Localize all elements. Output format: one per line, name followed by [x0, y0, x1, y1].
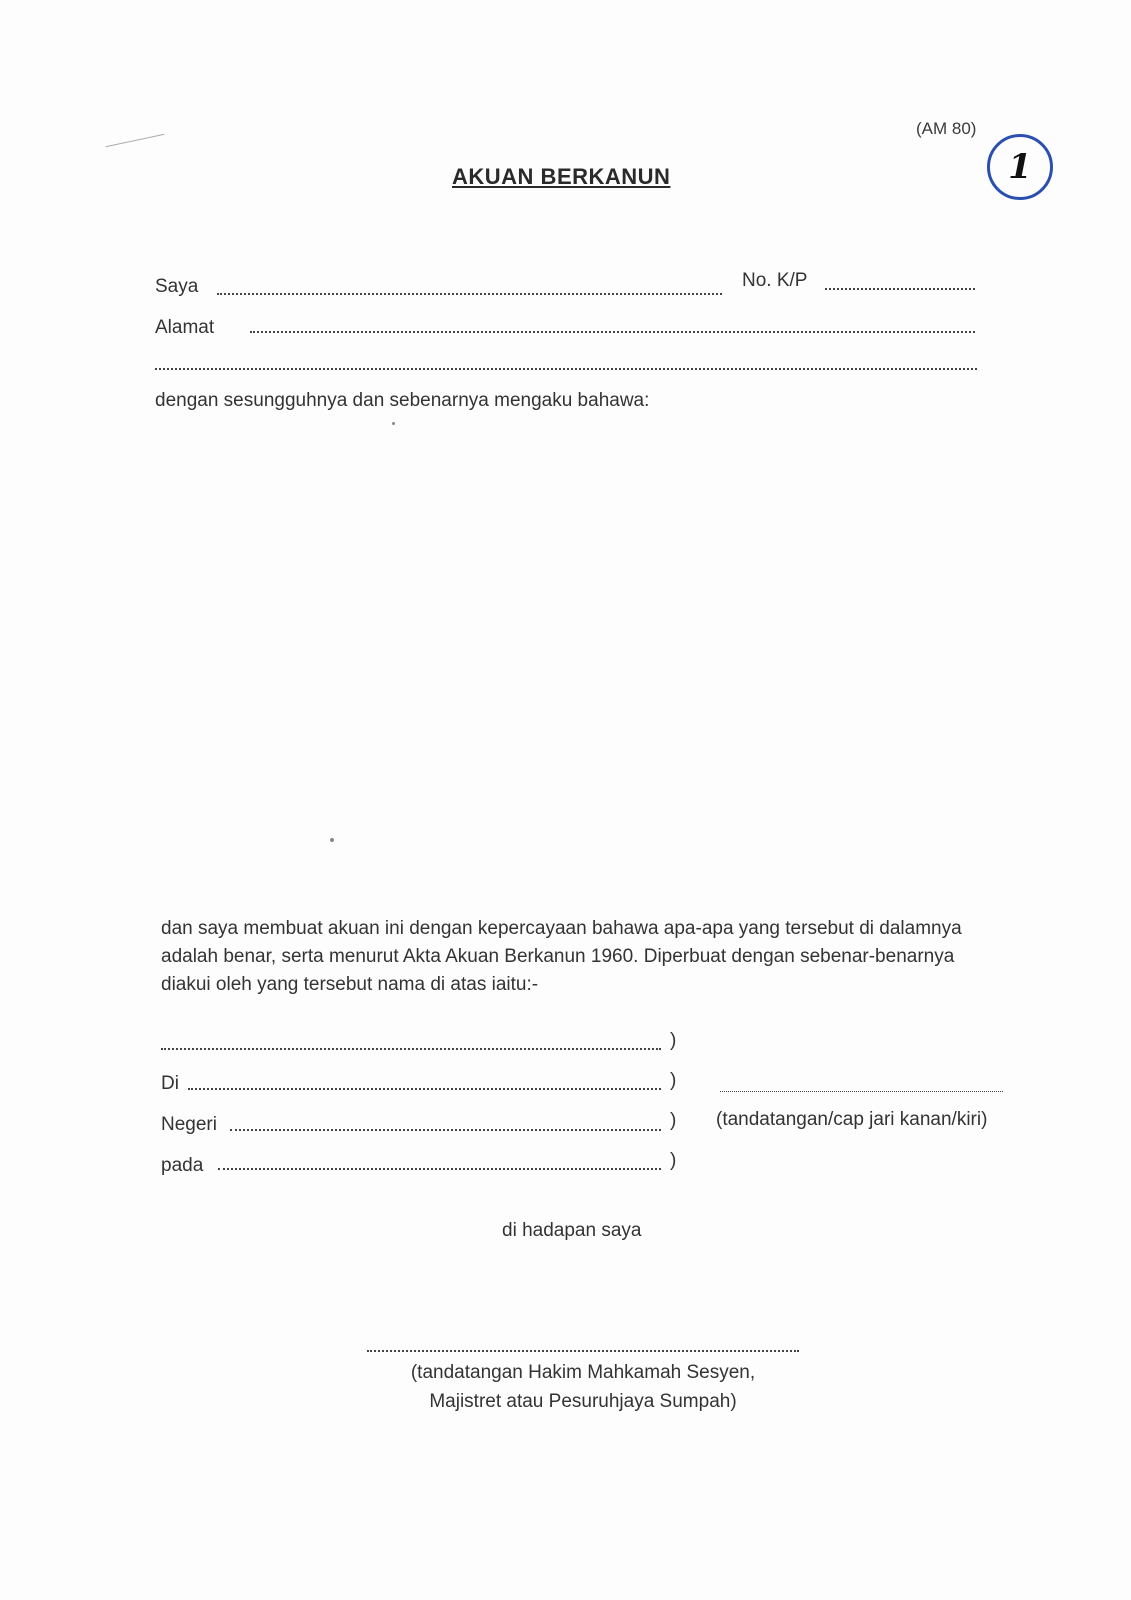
attestation-name-field[interactable]: [161, 1048, 661, 1050]
date-field[interactable]: [218, 1168, 661, 1170]
scan-speck: [392, 422, 395, 425]
at-field[interactable]: [188, 1088, 661, 1090]
at-label: Di: [161, 1073, 179, 1094]
address-field-line-2[interactable]: [155, 368, 977, 370]
ic-number-field[interactable]: [825, 288, 975, 290]
name-field[interactable]: [217, 293, 722, 295]
state-label: Negeri: [161, 1114, 217, 1135]
closing-paragraph: dan saya membuat akuan ini dengan kepercayaan bahawa apa-apa yang tersebut di dalamnya adalah benar, serta menurut Akta Akuan Berkanun 1960. Diperbuat dengan sebenar-benarnya diakui oleh yang tersebut nama di atas iaitu:-: [161, 918, 962, 995]
before-me-text: di hadapan saya: [502, 1220, 642, 1241]
witness-caption-line-2: Majistret atau Pesuruhjaya Sumpah): [429, 1391, 737, 1412]
declaration-intro: dengan sesungguhnya dan sebenarnya mengaku bahawa:: [155, 390, 650, 411]
bracket: ): [670, 1110, 677, 1131]
bracket: ): [670, 1030, 677, 1051]
ic-number-label: No. K/P: [742, 270, 808, 291]
witness-caption-line-1: (tandatangan Hakim Mahkamah Sesyen,: [410, 1362, 756, 1383]
state-field[interactable]: [230, 1129, 661, 1131]
address-label: Alamat: [155, 317, 215, 338]
declarant-signature-line[interactable]: [720, 1091, 1003, 1092]
witness-signature-line[interactable]: [367, 1350, 799, 1352]
bracket: ): [670, 1150, 677, 1171]
bracket: ): [670, 1070, 677, 1091]
scan-stroke: [106, 134, 165, 147]
declaration-body-area[interactable]: [155, 430, 977, 890]
page-number-circle: 1: [987, 134, 1053, 200]
page-title: AKUAN BERKANUN: [452, 164, 671, 189]
name-label: Saya: [155, 276, 199, 297]
form-code: (AM 80): [916, 119, 977, 138]
declarant-signature-caption: (tandatangan/cap jari kanan/kiri): [716, 1109, 988, 1130]
address-field-line-1[interactable]: [250, 331, 975, 333]
scan-speck: [330, 838, 334, 842]
date-label: pada: [161, 1155, 204, 1176]
